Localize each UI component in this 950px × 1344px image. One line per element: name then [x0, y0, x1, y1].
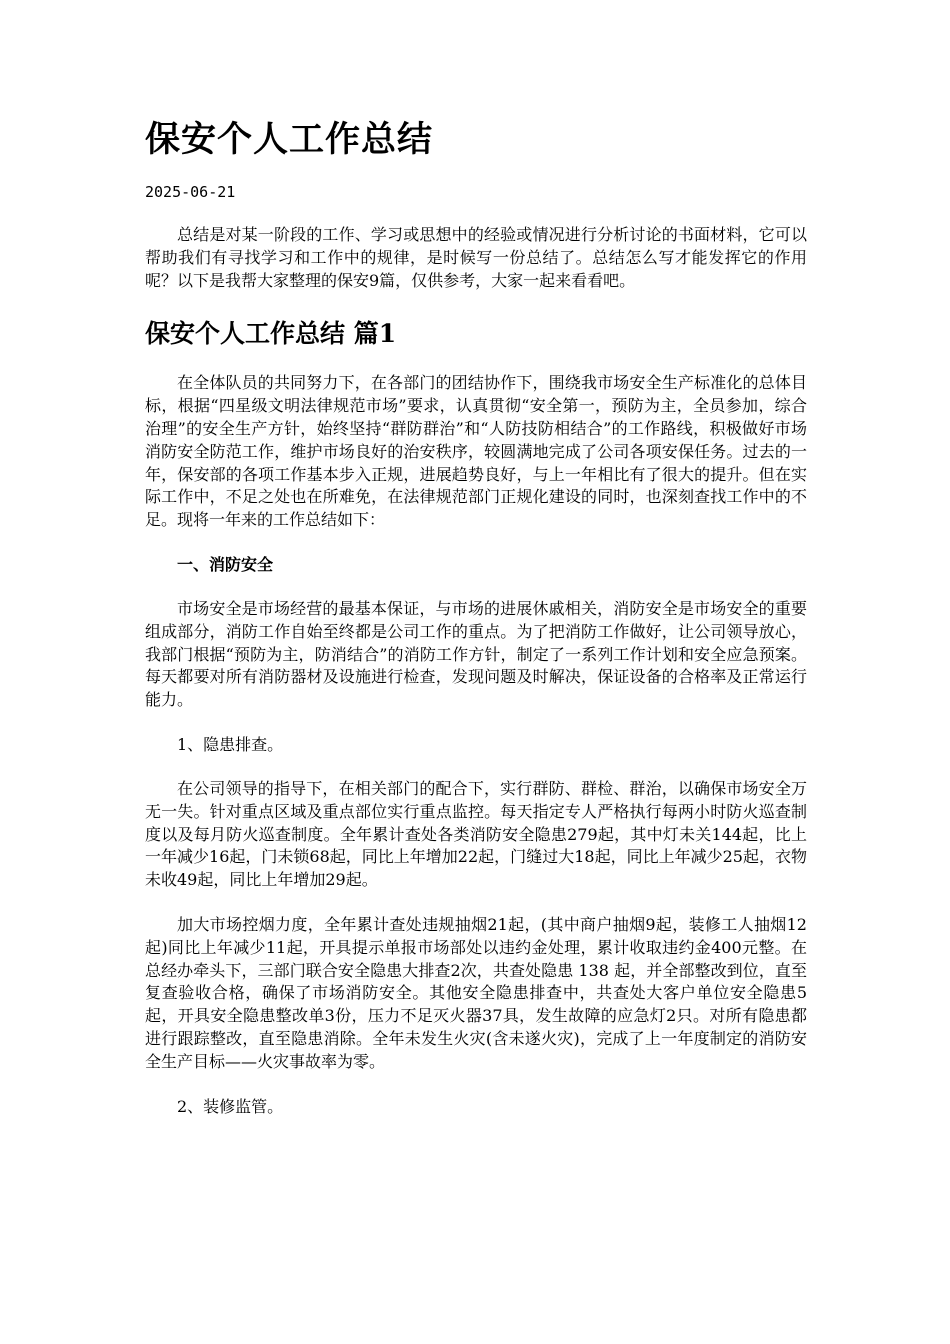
subsection-paragraph: 市场安全是市场经营的最基本保证，与市场的进展休戚相关，消防安全是市场安全的重要组成部分，消防工作自始至终都是公司工作的重点。为了把消防工作做好，让公司领导放心，我部门根据“预防为主，防消结合”的消防工作方针，制定了一系列工作计划和安全应急预案。每天都要对所有消防器材及设施进行检查，发现问题及时解决，保证设备的合格率及正常运行能力。 — [145, 598, 807, 710]
document-date: 2025-06-21 — [145, 183, 236, 201]
subsection-heading: 一、消防安全 — [177, 554, 274, 574]
section-heading: 保安个人工作总结 篇1 — [145, 319, 397, 349]
item-paragraph: 在公司领导的指导下，在相关部门的配合下，实行群防、群检、群治，以确保市场安全万无一失。针对重点区域及重点部位实行重点监控。每天指定专人严格执行每两小时防火巡查制度以及每月防火巡查制度。全年累计查处各类消防安全隐患279起，其中灯未关144起，比上一年减少16起，门未锁68起，同比上年增加22起，门缝过大18起，同比上年减少25起，衣物未收49起，同比上年增加29起。 — [145, 778, 807, 890]
item-paragraph: 加大市场控烟力度，全年累计查处违规抽烟21起，(其中商户抽烟9起，装修工人抽烟12起)同比上年减少11起，开具提示单报市场部处以违约金处理，累计收取违约金400元整。在总经办牵头下，三部门联合安全隐患大排查2次，共查处隐患 138 起，并全部整改到位，直至复查验收合格，确保了市场消防安全。其他安全隐患排查中，共查处大客户单位安全隐患5起，开具安全隐患整改单3份，压力不足灭火器37具，发生故障的应急灯2只。对所有隐患都进行跟踪整改，直至隐患消除。全年未发生火灾(含未遂火灾)，完成了上一年度制定的消防安全生产目标——火灾事故率为零。 — [145, 914, 807, 1071]
document-page — [145, 112, 807, 1140]
item-heading: 1、隐患排查。 — [177, 734, 284, 754]
intro-paragraph: 总结是对某一阶段的工作、学习或思想中的经验或情况进行分析讨论的书面材料，它可以帮助我们有寻找学习和工作中的规律，是时候写一份总结了。总结怎么写才能发挥它的作用呢？以下是我帮大家整理的保安9篇，仅供参考，大家一起来看看吧。 — [145, 225, 807, 290]
section-paragraph: 在全体队员的共同努力下，在各部门的团结协作下，围绕我市场安全生产标准化的总体目标，根据“四星级文明法律规范市场”要求，认真贯彻“安全第一，预防为主，全员参加，综合治理”的安全生产方针，始终坚持“群防群治”和“人防技防相结合”的工作路线，积极做好市场消防安全防范工作，维护市场良好的治安秩序，较圆满地完成了公司各项安保任务。过去的一年，保安部的各项工作基本步入正规，进展趋势良好，与上一年相比有了很大的提升。但在实际工作中，不足之处也在所难免，在法律规范部门正规化建设的同时，也深刻查找工作中的不足。现将一年来的工作总结如下： — [145, 373, 807, 530]
item-heading: 2、装修监管。 — [177, 1096, 284, 1116]
document-title: 保安个人工作总结 — [145, 119, 434, 160]
